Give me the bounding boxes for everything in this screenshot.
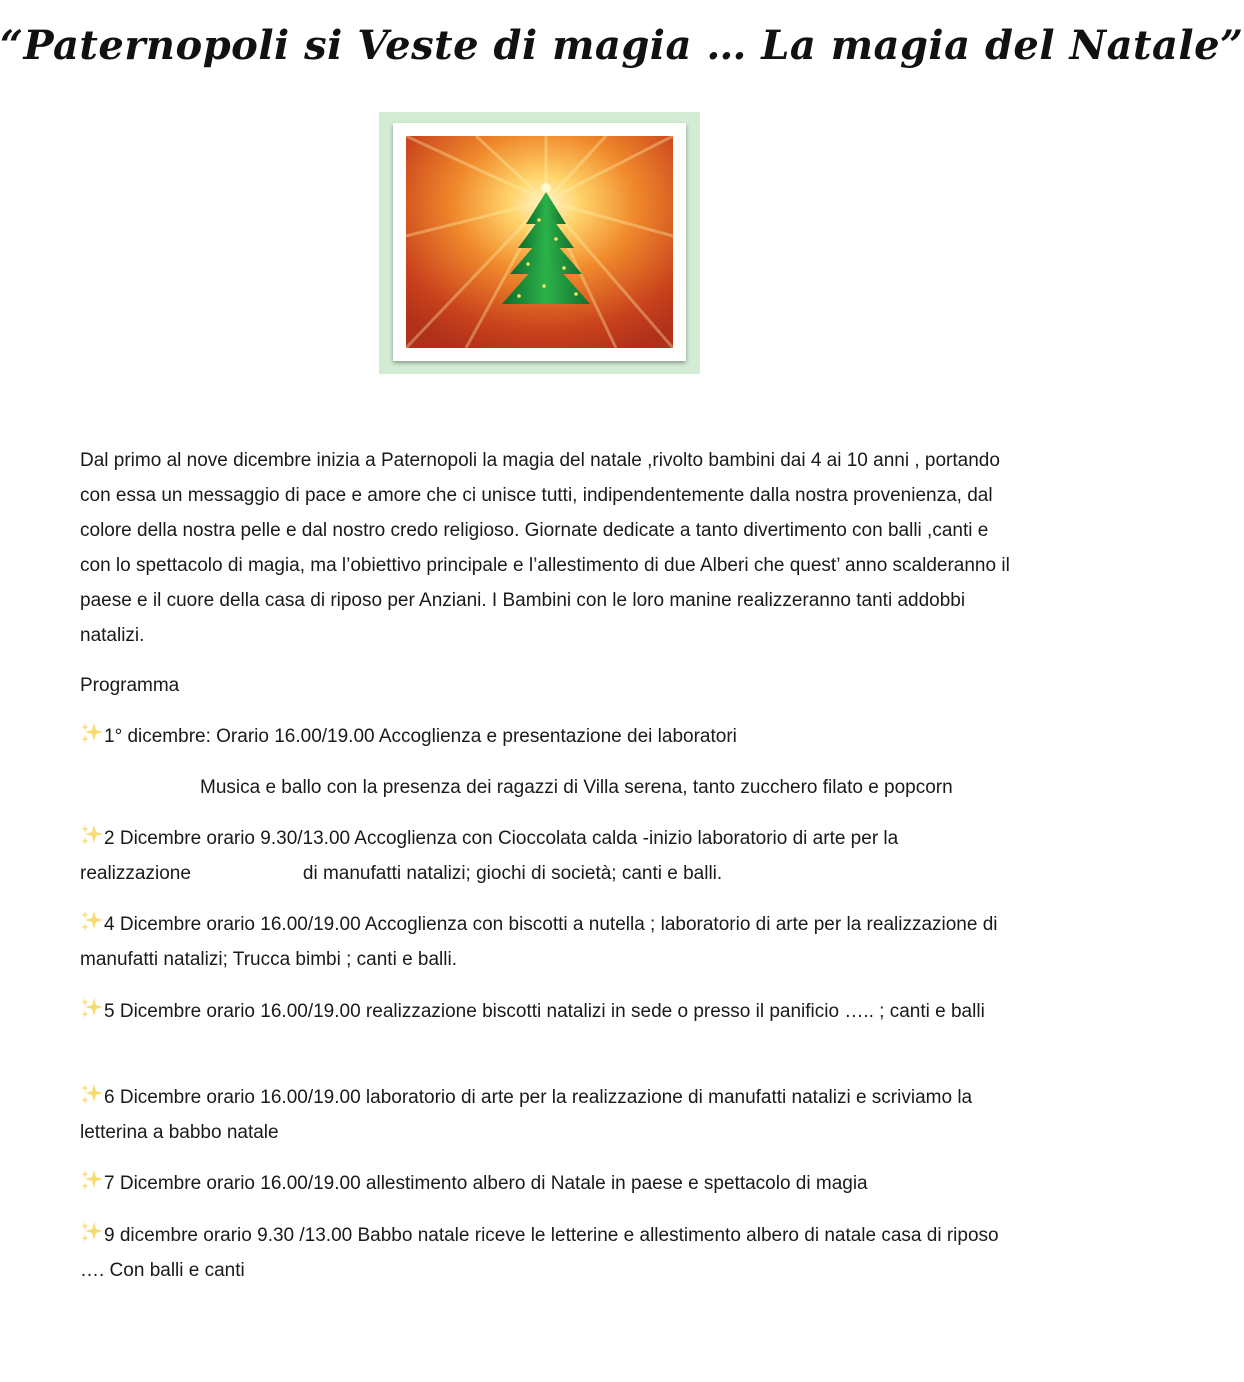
sparkles-icon <box>80 910 104 932</box>
program-item <box>80 1080 1010 1150</box>
program-item-subline: Musica e ballo con la presenza dei ragazzi di Villa serena, tanto zucchero filato e popcorn <box>200 777 953 798</box>
sparkles-icon <box>80 722 104 744</box>
sparkles-icon <box>80 1221 104 1243</box>
program-item <box>80 1166 1010 1201</box>
program-item-text: 4 Dicembre orario 16.00/19.00 Accoglienza con biscotti a nutella ; laboratorio di arte per la realizzazione di manufatti natalizi; Trucca bimbi ; canti e balli. <box>80 914 998 970</box>
christmas-picture <box>393 123 686 361</box>
program-item-text: 1° dicembre: Orario 16.00/19.00 Accoglienza e presentazione dei laboratori <box>104 726 737 747</box>
christmas-tree-icon <box>406 136 673 348</box>
program-item-text: 2 Dicembre orario 9.30/13.00 Accoglienza con Cioccolata calda -inizio laboratorio di arte per la realizzazione <box>80 828 899 884</box>
program-item-text: 5 Dicembre orario 16.00/19.00 realizzazione biscotti natalizi in sede o presso il panificio ….. ; canti e balli <box>104 1001 985 1022</box>
program-item-text: 7 Dicembre orario 16.00/19.00 allestimento albero di Natale in paese e spettacolo di magia <box>104 1173 868 1194</box>
program-item <box>80 994 1010 1029</box>
page-title: “Paternopoli si Veste di magia … La magia del Natale” <box>0 22 1244 69</box>
program-item <box>80 821 1010 891</box>
intro-paragraph: Dal primo al nove dicembre inizia a Paternopoli la magia del natale ,rivolto bambini dai 4 ai 10 anni , portando con essa un messaggio di pace e amore che ci unisce tutti, indipendentemente dalla nostra provenienza, dal colore della nostra pelle e dal nostro credo religioso. Giornate dedicate a tanto divertimento con balli ,canti e con lo spettacolo di magia, ma l’obiettivo principale e l’allestimento di due Alberi che quest’ anno scalderanno il paese e il cuore della casa di riposo per Anziani. I Bambini con le loro manine realizzeranno tanti addobbi natalizi. <box>80 450 1010 646</box>
program-item <box>80 1218 1010 1288</box>
program-heading: Programma <box>80 675 180 696</box>
program-item-text: 9 dicembre orario 9.30 /13.00 Babbo natale riceve le letterine e allestimento albero di natale casa di riposo …. Con balli e canti <box>80 1225 999 1281</box>
sparkles-icon <box>80 824 104 846</box>
christmas-picture-frame <box>379 112 700 374</box>
program-item <box>80 719 1010 754</box>
sparkles-icon <box>80 1083 104 1105</box>
sparkles-icon <box>80 1169 104 1191</box>
sparkles-icon <box>80 997 104 1019</box>
program-item <box>80 907 1010 977</box>
program-item-text-continued: di manufatti natalizi; giochi di società; canti e balli. <box>302 863 723 884</box>
program-item-text: 6 Dicembre orario 16.00/19.00 laboratorio di arte per la realizzazione di manufatti natalizi e scriviamo la letterina a babbo natale <box>80 1087 973 1143</box>
